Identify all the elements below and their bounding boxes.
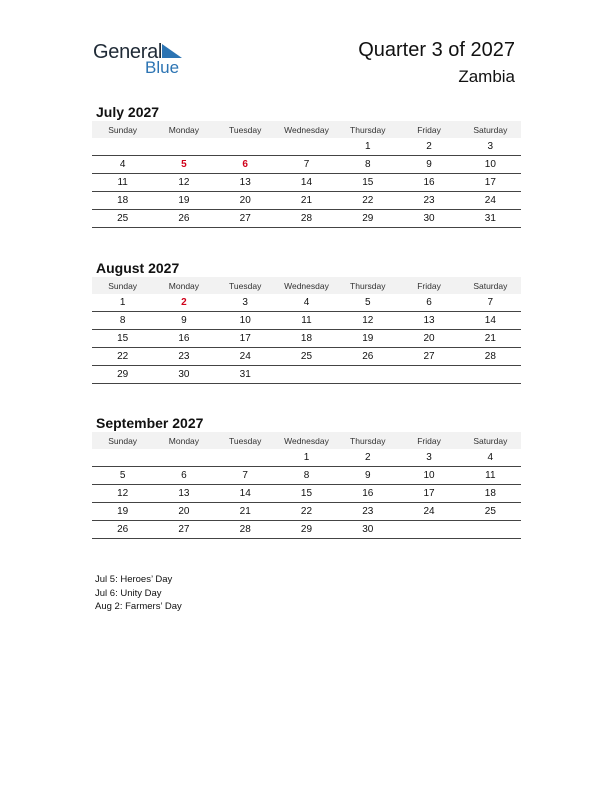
day-cell: 8 <box>364 159 371 170</box>
day-cell: 11 <box>301 315 312 326</box>
day-cell: 7 <box>242 470 248 481</box>
weekday-label: Monday <box>168 280 200 291</box>
day-cell: 30 <box>362 524 374 535</box>
weekday-label: Thursday <box>350 435 386 446</box>
week-row <box>92 449 521 467</box>
day-cell: 7 <box>487 297 494 308</box>
weekday-label: Friday <box>417 435 441 446</box>
day-cell: 10 <box>239 315 251 326</box>
week-row <box>92 312 521 330</box>
day-cell: 16 <box>423 177 435 188</box>
day-cell: 6 <box>242 159 248 170</box>
weekday-label: Saturday <box>473 435 508 446</box>
weekday-label: Monday <box>168 124 200 135</box>
day-cell: 10 <box>484 159 496 170</box>
month-august <box>92 259 521 384</box>
day-cell: 30 <box>423 213 435 224</box>
month-title: August 2027 <box>96 260 180 276</box>
day-cell: 14 <box>484 315 496 326</box>
day-cell: 21 <box>239 506 251 517</box>
calendar-grid <box>92 121 521 228</box>
day-cell: 20 <box>239 195 251 206</box>
day-cell: 29 <box>300 524 313 535</box>
week-row <box>92 174 521 192</box>
day-cell: 15 <box>117 333 129 344</box>
day-cell: 31 <box>484 213 496 224</box>
day-cell: 28 <box>239 524 251 535</box>
day-cell: 3 <box>426 452 432 463</box>
weekday-label: Friday <box>417 124 441 135</box>
week-row <box>92 138 521 156</box>
day-cell: 3 <box>487 141 494 152</box>
day-cell: 9 <box>364 470 371 481</box>
day-cell: 18 <box>117 195 129 206</box>
day-cell: 21 <box>300 195 313 206</box>
weekday-label: Monday <box>168 435 200 446</box>
day-cell: 24 <box>484 195 496 206</box>
day-cell: 11 <box>117 177 128 188</box>
day-cell: 25 <box>300 351 313 362</box>
day-cell: 5 <box>364 297 371 308</box>
holiday-note: Jul 5: Heroes’ Day <box>95 574 173 585</box>
weekday-label: Tuesday <box>229 124 262 135</box>
day-cell: 27 <box>423 351 435 362</box>
country-name: Zambia <box>458 67 515 86</box>
day-cell: 28 <box>484 351 496 362</box>
day-cell: 18 <box>484 488 496 499</box>
weekday-label: Tuesday <box>229 280 262 291</box>
day-cell: 1 <box>119 297 126 308</box>
day-cell: 21 <box>484 333 496 344</box>
day-cell: 23 <box>362 506 374 517</box>
weekday-header-row <box>92 432 521 449</box>
weekday-label: Wednesday <box>284 280 329 291</box>
day-cell: 15 <box>362 177 374 188</box>
day-cell: 14 <box>239 488 251 499</box>
week-row <box>92 294 521 312</box>
week-row <box>92 348 521 366</box>
logo-triangle-icon <box>162 44 182 58</box>
weekday-header-row <box>92 277 521 294</box>
weekday-label: Saturday <box>473 280 508 291</box>
day-cell: 4 <box>119 159 126 170</box>
holiday-notes <box>95 573 182 614</box>
day-cell: 13 <box>423 315 435 326</box>
weekday-label: Thursday <box>350 124 386 135</box>
weekday-label: Wednesday <box>284 435 329 446</box>
page-title: Quarter 3 of 2027 <box>358 39 515 61</box>
holiday-note: Jul 6: Unity Day <box>95 587 162 599</box>
calendar-grid <box>92 277 521 384</box>
weekday-label: Friday <box>417 280 441 291</box>
week-row <box>92 210 521 228</box>
day-cell: 13 <box>239 177 251 188</box>
week-row <box>92 156 521 174</box>
day-cell: 11 <box>485 470 496 481</box>
week-row <box>92 485 521 503</box>
weekday-label: Sunday <box>108 280 138 291</box>
day-cell: 25 <box>117 213 129 224</box>
day-cell: 12 <box>117 488 129 499</box>
day-cell: 4 <box>303 297 310 308</box>
week-row <box>92 366 521 384</box>
day-cell: 28 <box>300 213 313 224</box>
day-cell: 12 <box>178 177 190 188</box>
weekday-label: Wednesday <box>284 124 329 135</box>
calendar-grid <box>92 432 521 539</box>
day-cell: 27 <box>239 213 251 224</box>
day-cell: 2 <box>426 141 432 152</box>
day-cell: 13 <box>178 488 190 499</box>
day-cell: 5 <box>181 159 187 170</box>
day-cell: 20 <box>423 333 435 344</box>
weekday-label: Thursday <box>350 280 386 291</box>
holiday-note: Aug 2: Farmers’ Day <box>95 601 182 612</box>
day-cell: 16 <box>178 333 190 344</box>
day-cell: 9 <box>426 159 432 170</box>
day-cell: 24 <box>239 351 251 362</box>
day-cell: 2 <box>181 297 187 308</box>
day-cell: 7 <box>303 159 310 170</box>
day-cell: 19 <box>362 333 374 344</box>
day-cell: 9 <box>181 315 187 326</box>
day-cell: 12 <box>362 315 374 326</box>
day-cell: 17 <box>239 333 251 344</box>
day-cell: 19 <box>117 506 129 517</box>
day-cell: 22 <box>300 506 313 517</box>
month-title: September 2027 <box>96 415 204 431</box>
weekday-label: Sunday <box>108 124 138 135</box>
day-cell: 26 <box>117 524 129 535</box>
day-cell: 3 <box>242 297 248 308</box>
month-july <box>92 103 521 228</box>
week-row <box>92 503 521 521</box>
logo-general-text: General <box>93 41 163 63</box>
day-cell: 15 <box>300 488 313 499</box>
month-title: July 2027 <box>96 104 160 120</box>
day-cell: 8 <box>303 470 310 481</box>
day-cell: 24 <box>423 506 435 517</box>
day-cell: 30 <box>178 369 190 380</box>
day-cell: 29 <box>117 369 129 380</box>
week-row <box>92 330 521 348</box>
day-cell: 26 <box>362 351 374 362</box>
day-cell: 22 <box>362 195 374 206</box>
day-cell: 5 <box>119 470 126 481</box>
day-cell: 27 <box>178 524 190 535</box>
day-cell: 25 <box>484 506 496 517</box>
day-cell: 26 <box>178 213 190 224</box>
day-cell: 18 <box>300 333 313 344</box>
day-cell: 6 <box>426 297 432 308</box>
day-cell: 4 <box>487 452 494 463</box>
day-cell: 23 <box>178 351 190 362</box>
weekday-label: Sunday <box>108 435 138 446</box>
logo-blue-text: Blue <box>145 58 180 77</box>
day-cell: 19 <box>178 195 190 206</box>
day-cell: 20 <box>178 506 190 517</box>
day-cell: 1 <box>364 141 371 152</box>
month-september <box>92 414 521 539</box>
weekday-label: Saturday <box>473 124 508 135</box>
week-row <box>92 521 521 539</box>
day-cell: 31 <box>239 369 251 380</box>
weekday-header-row <box>92 121 521 138</box>
day-cell: 17 <box>484 177 496 188</box>
day-cell: 8 <box>119 315 126 326</box>
day-cell: 22 <box>117 351 129 362</box>
day-cell: 23 <box>423 195 435 206</box>
day-cell: 6 <box>181 470 187 481</box>
generalblue-logo <box>93 41 193 81</box>
day-cell: 14 <box>300 177 313 188</box>
day-cell: 1 <box>303 452 310 463</box>
day-cell: 10 <box>423 470 435 481</box>
day-cell: 17 <box>423 488 435 499</box>
week-row <box>92 467 521 485</box>
day-cell: 16 <box>362 488 374 499</box>
day-cell: 29 <box>362 213 374 224</box>
week-row <box>92 192 521 210</box>
day-cell: 2 <box>364 452 371 463</box>
weekday-label: Tuesday <box>229 435 262 446</box>
